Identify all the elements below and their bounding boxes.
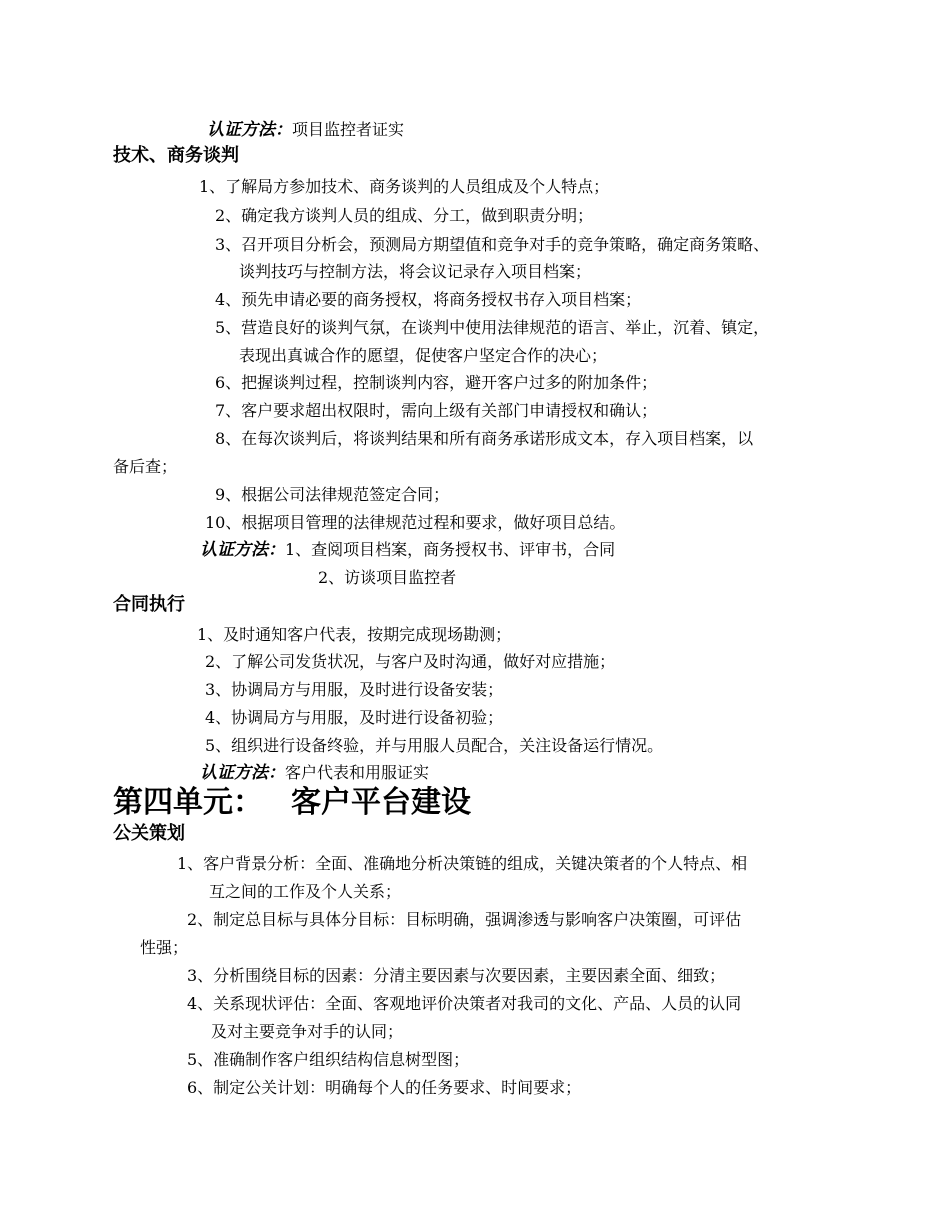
list-item: 6、把握谈判过程，控制谈判内容，避开客户过多的附加条件； [215, 373, 658, 392]
list-item: 7、客户要求超出权限时，需向上级有关部门申请授权和确认； [215, 401, 658, 420]
list-item: 5、准确制作客户组织结构信息树型图； [187, 1050, 470, 1069]
list-item-continuation: 备后查； [113, 457, 178, 476]
section-heading-negotiation: 技术、商务谈判 [113, 145, 239, 166]
list-item-continuation: 谈判技巧与控制方法，将会议记录存入项目档案； [239, 262, 592, 281]
list-item-continuation: 表现出真诚合作的愿望，促使客户坚定合作的决心； [239, 346, 608, 365]
verification-text: 1、查阅项目档案，商务授权书、评审书，合同 [285, 540, 616, 559]
verification-line [200, 763, 429, 783]
list-item: 5、营造良好的谈判气氛，在谈判中使用法律规范的语言、举止，沉着、镇定， [215, 318, 770, 337]
verification-text: 2、访谈项目监控者 [318, 568, 457, 587]
verification-text: 客户代表和用服证实 [285, 763, 430, 782]
list-item: 8、在每次谈判后，将谈判结果和所有商务承诺形成文本，存入项目档案，以 [215, 429, 754, 448]
list-item: 6、制定公关计划：明确每个人的任务要求、时间要求； [187, 1078, 582, 1097]
list-item: 3、分析围绕目标的因素：分清主要因素与次要因素，主要因素全面、细致； [187, 966, 726, 985]
verification-line [207, 120, 404, 140]
list-item-continuation: 及对主要竞争对手的认同； [211, 1022, 404, 1041]
verification-label: 认证方法： [200, 540, 285, 560]
list-item: 4、预先申请必要的商务授权，将商务授权书存入项目档案； [215, 290, 642, 309]
list-item: 4、关系现状评估：全面、客观地评价决策者对我司的文化、产品、人员的认同 [187, 994, 742, 1013]
list-item: 2、确定我方谈判人员的组成、分工，做到职责分明； [215, 206, 594, 225]
unit-title-number: 第四单元： [113, 785, 263, 820]
verification-text: 项目监控者证实 [292, 120, 405, 139]
verification-label: 认证方法： [207, 120, 292, 140]
list-item: 2、了解公司发货状况，与客户及时沟通，做好对应措施； [205, 652, 616, 671]
unit-title [113, 785, 471, 821]
unit-title-text: 客户平台建设 [291, 785, 471, 820]
list-item-continuation: 互之间的工作及个人关系； [209, 882, 402, 901]
list-item: 9、根据公司法律规范签定合同； [215, 485, 450, 504]
list-item: 10、根据项目管理的法律规范过程和要求，做好项目总结。 [205, 513, 626, 532]
list-item: 1、了解局方参加技术、商务谈判的人员组成及个人特点； [199, 177, 610, 196]
section-heading-pr: 公关策划 [113, 823, 185, 844]
list-item: 1、客户背景分析：全面、准确地分析决策链的组成，关键决策者的个人特点、相 [177, 854, 748, 873]
list-item: 2、制定总目标与具体分目标：目标明确，强调渗透与影响客户决策圈，可评估 [187, 910, 742, 929]
list-item: 5、组织进行设备终验，并与用服人员配合，关注设备运行情况。 [205, 736, 664, 755]
verification-label: 认证方法： [200, 763, 285, 783]
list-item: 1、及时通知客户代表，按期完成现场勘测； [197, 625, 512, 644]
verification-line [200, 540, 615, 560]
list-item: 3、召开项目分析会，预测局方期望值和竞争对手的竞争策略，确定商务策略、 [215, 235, 770, 254]
list-item-continuation: 性强； [140, 938, 189, 957]
list-item: 4、协调局方与用服，及时进行设备初验； [205, 708, 504, 727]
section-heading-contract: 合同执行 [113, 594, 185, 615]
list-item: 3、协调局方与用服，及时进行设备安装； [205, 680, 504, 699]
